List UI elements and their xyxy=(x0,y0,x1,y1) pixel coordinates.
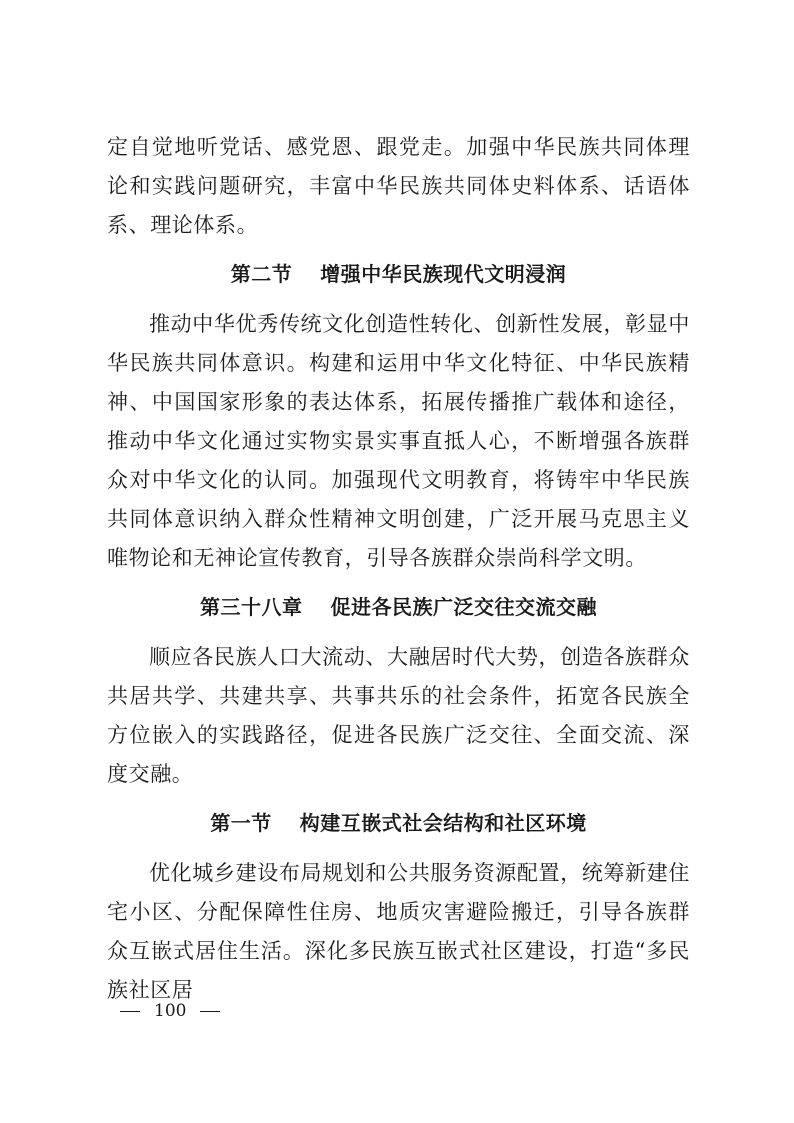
chapter-number: 第三十八章 xyxy=(200,595,303,619)
dash-right xyxy=(200,1011,220,1012)
body-paragraph-2: 推动中华优秀传统文化创造性转化、创新性发展，彰显中华民族共同体意识。构建和运用中华文化特征、中华民族精神、中国国家形象的表达体系，拓展传播推广载体和途径，推动中华文化通过实物实景实事直抵人心，不断增强各族群众对中华文化的认同。加强现代文明教育，将铸牢中华民族共同体意识纳入群众性精神文明创建，广泛开展马克思主义唯物论和无神论宣传教育，引导各族群众崇尚科学文明。 xyxy=(107,312,690,570)
section-number: 第一节 xyxy=(210,811,272,835)
body-paragraph-3: 顺应各民族人口大流动、大融居时代大势，创造各族群众共居共学、共建共享、共事共乐的社会条件，拓宽各民族全方位嵌入的实践路径，促进各民族广泛交往、全面交流、深度交融。 xyxy=(107,645,690,786)
document-body xyxy=(107,128,690,1010)
body-paragraph-4: 优化城乡建设布局规划和公共服务资源配置，统筹新建住宅小区、分配保障性住房、地质灾害避险搬迁，引导各族群众互嵌式居住生活。深化多民族互嵌式社区建设，打造“多民族社区居 xyxy=(107,861,690,1002)
body-paragraph-1: 定自觉地听党话、感党恩、跟党走。加强中华民族共同体理论和实践问题研究，丰富中华民族共同体史料体系、话语体系、理论体系。 xyxy=(107,135,690,237)
chapter-heading-38 xyxy=(107,588,690,627)
page-number: 100 xyxy=(154,1001,187,1021)
section-heading-2 xyxy=(107,255,690,294)
page-number-footer xyxy=(120,999,220,1023)
section-heading-1 xyxy=(107,804,690,843)
dash-left xyxy=(120,1011,140,1012)
chapter-title: 促进各民族广泛交往交流交融 xyxy=(330,595,597,619)
section-number: 第二节 xyxy=(230,262,293,286)
section-title: 构建互嵌式社会结构和社区环境 xyxy=(299,811,587,835)
section-title: 增强中华民族现代文明浸润 xyxy=(320,262,567,286)
